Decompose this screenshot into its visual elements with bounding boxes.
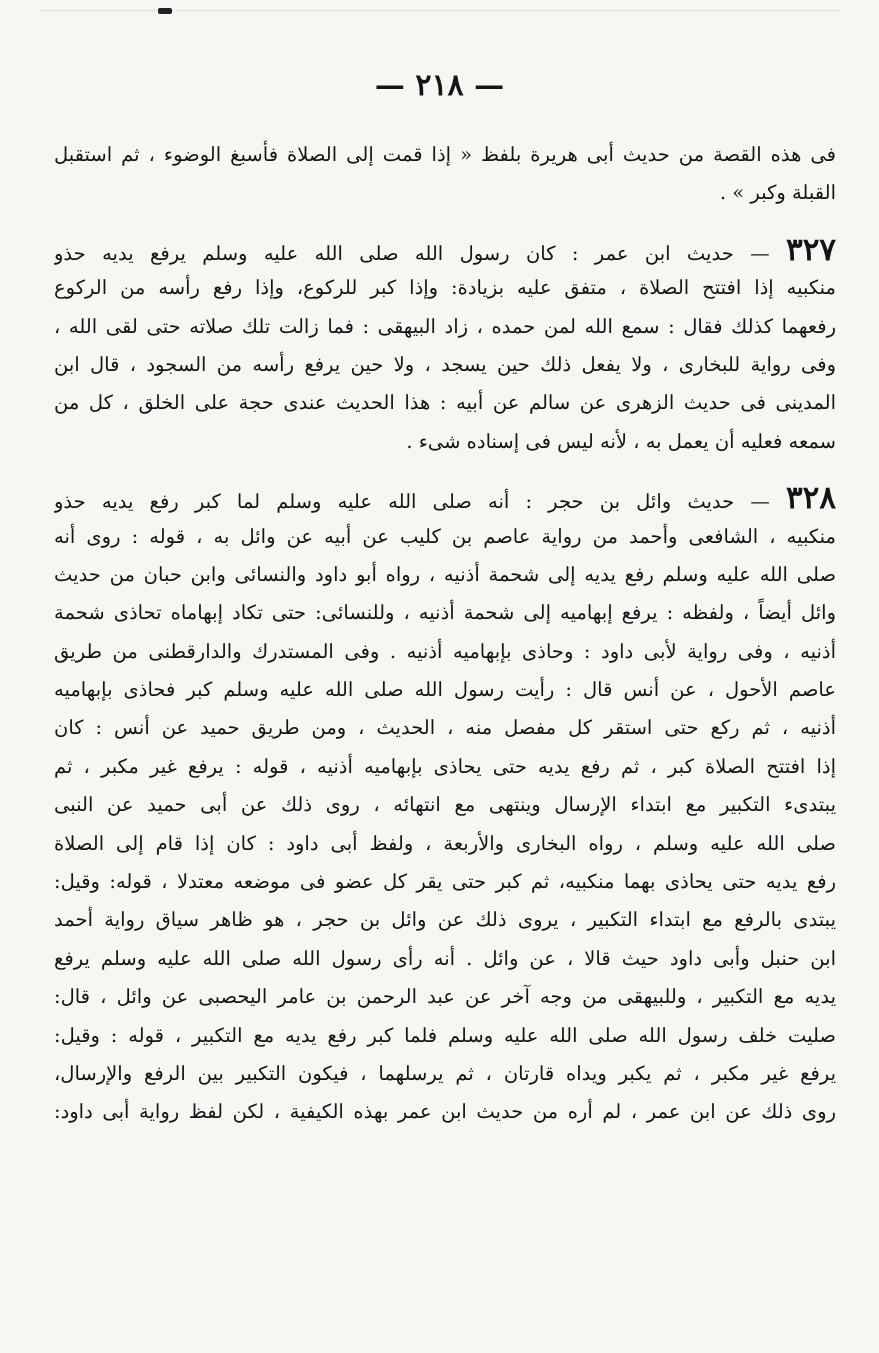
- page-number: — ٢١٨ —: [374, 68, 505, 103]
- text-line: إذا افتتح الصلاة كبر ، ثم رفع يديه حتى يحاذى بإبهاميه أذنيه ، قوله : يرفع غير مكبر ، ثم: [54, 754, 836, 778]
- text-line: روى ذلك عن ابن عمر ، لم أره من حديث ابن عمر بهذه الكيفية ، لكن لفظ رواية أبى داود:: [54, 1100, 836, 1124]
- text-line: منكبيه إذا افتتح الصلاة ، متفق عليه بزيادة: وإذا كبر للركوع، وإذا رفع رأسه من الركوع: [54, 276, 836, 300]
- text-line: يرفع غير مكبر ، ثم يكبر ويداه قارتان ، ثم يرسلهما ، فيكون التكبير بين الرفع والإرسال،: [54, 1061, 836, 1085]
- text-line: ابن حنبل وأبى داود حيث قالا ، عن وائل . أنه رأى رسول الله صلى الله عليه وسلم يرفع: [54, 946, 836, 970]
- text-line-content: — حديث ابن عمر : كان رسول الله صلى الله عليه وسلم يرفع يديه حذو: [54, 241, 770, 265]
- hadith-number: ٣٢٧: [786, 231, 836, 268]
- text-line: يبتدىء التكبير مع ابتداء الإرسال وينتهى مع انتهائه ، روى ذلك عن أبى حميد عن النبى: [54, 793, 836, 817]
- text-line: رفعهما كذلك فقال : سمع الله لمن حمده ، زاد البيهقى : فما زالت تلك صلاته حتى لقى الله ،: [54, 314, 836, 338]
- text-line: صليت خلف رسول الله صلى الله عليه وسلم فلما كبر رفع يديه مع التكبير ، قوله : وقيل:: [54, 1023, 836, 1047]
- scan-mark: [158, 8, 172, 14]
- text-line: المدينى فى حديث الزهرى عن سالم عن أبيه : هذا الحديث عندى حجة على الخلق ، كل من: [54, 391, 836, 415]
- text-line: يديه مع التكبير ، وللبيهقى من وجه آخر عن عبد الرحمن بن عامر اليحصبى عن وائل ، قال:: [54, 985, 836, 1009]
- text-line: يبتدى بالرفع مع ابتداء التكبير ، يروى ذلك عن وائل بن حجر ، هو ظاهر سياق رواية أحمد: [54, 908, 836, 932]
- text-line: [54, 479, 836, 517]
- text-line: صلى الله عليه وسلم ، رواه البخارى والأربعة ، ولفظ أبى داود : كان إذا قام إلى الصلاة: [54, 831, 836, 855]
- text-line: وفى رواية للبخارى ، ولا يفعل ذلك حين يسجد ، ولا حين يرفع رأسه من السجود ، قال ابن: [54, 352, 836, 376]
- text-line: عاصم الأحول ، عن أنس قال : رأيت رسول الله صلى الله عليه وسلم كبر فحاذى بإبهاميه: [54, 678, 836, 702]
- text-line: سمعه فعليه أن يعمل به ، لأنه ليس فى إسناده شىء .: [406, 429, 836, 453]
- text-line: القبلة وكبر » .: [719, 181, 836, 205]
- text-line: منكبيه ، الشافعى وأحمد من رواية عاصم بن كليب عن أبيه عن وائل به ، قوله : روى أنه: [54, 524, 836, 548]
- text-line-content: — حديث وائل بن حجر : أنه صلى الله عليه وسلم لما كبر رفع يديه حذو: [54, 490, 770, 514]
- text-line: [54, 231, 836, 269]
- text-line: رفع يديه حتى يحاذى بهما منكبيه، ثم كبر حتى يقر كل عضو فى موضعه معتدلا ، قوله: وقيل:: [54, 870, 836, 894]
- text-body: [54, 136, 836, 1132]
- text-line: أذنيه ، ثم ركع حتى استقر كل مفصل منه ، الحديث ، ومن طريق حميد عن أنس : كان: [54, 716, 836, 740]
- hadith-number: ٣٢٨: [786, 480, 836, 517]
- text-line: وائل أيضاً ، ولفظه : يرفع إبهاميه إلى شحمة أذنيه ، وللنسائى: حتى تكاد إبهاماه تحاذى شحمة: [54, 601, 836, 625]
- text-line: صلى الله عليه وسلم رفع يديه إلى شحمة أذنيه ، رواه أبو داود والنسائى وابن حبان من حديث: [54, 562, 836, 586]
- text-line: فى هذه القصة من حديث أبى هريرة بلفظ « إذا قمت إلى الصلاة فأسبغ الوضوء ، ثم استقبل: [54, 143, 836, 166]
- text-line: أذنيه ، وفى رواية لأبى داود : وحاذى بإبهاميه أذنيه . وفى المستدرك والدارقطنى من طريق: [54, 639, 836, 663]
